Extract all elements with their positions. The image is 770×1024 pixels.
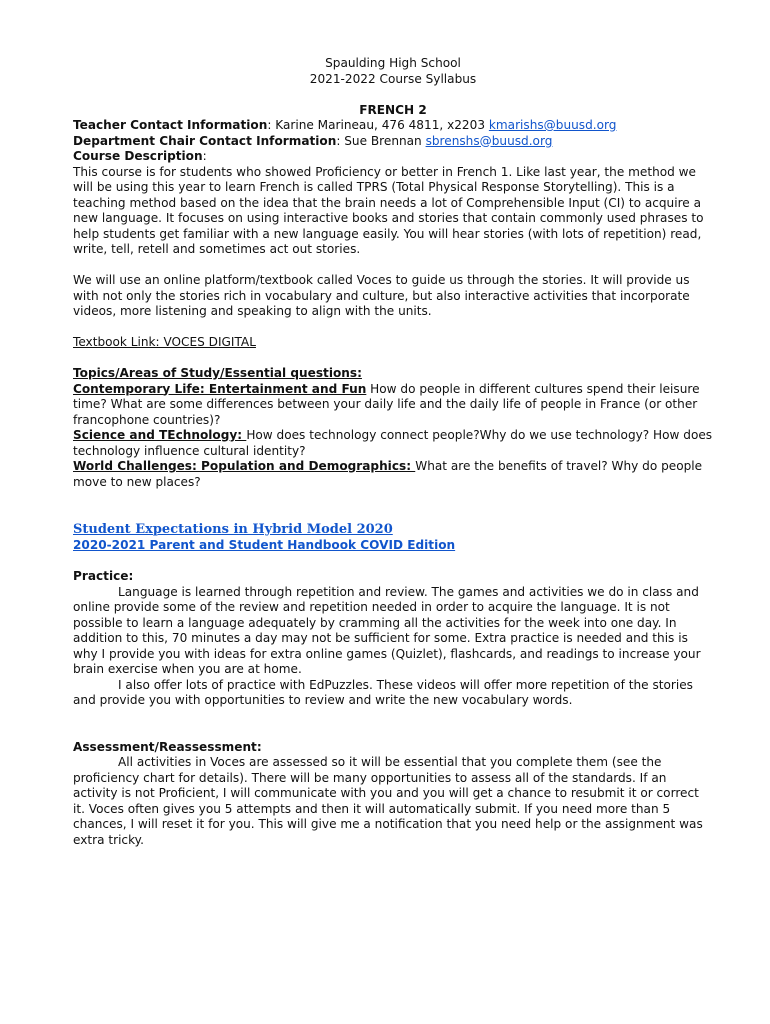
topic-3 — [73, 459, 713, 490]
assessment-heading: Assessment/Reassessment: — [73, 739, 262, 754]
topic-1 — [73, 382, 713, 429]
chair-email-link[interactable]: sbrenshs@buusd.org — [425, 133, 553, 148]
syllabus-title: 2021-2022 Course Syllabus — [309, 71, 477, 86]
school-name: Spaulding High School — [325, 56, 461, 70]
course-title: FRENCH 2 — [359, 102, 427, 117]
topic-2-label: Science and TEchnology: — [73, 428, 247, 442]
assessment-paragraph-1: All activities in Voces are assessed so it will be essential that you complete them (see the proficiency chart for details). There will be many opportunities to assess all of the standards. If an activity is not Proficient, I will communicate with you and you will get a chance to resubmit it or correct it. Voces often gives you 5 attempts and then it will automatically submit. If you need more than 5 chances, I will reset it for you. This will give me a notification that you need help or the assignment was extra tricky. — [73, 755, 703, 847]
teacher-contact-label: Teacher Contact Information — [73, 118, 268, 132]
course-description-heading — [73, 149, 713, 165]
handbook-link-line — [73, 538, 713, 554]
hybrid-model-link-line — [73, 521, 713, 538]
chair-contact-value: : Sue Brennan — [336, 133, 426, 148]
practice-paragraph-1: Language is learned through repetition and review. The games and activities we do in class and online provide some of the review and repetition needed in order to acquire the language. It is not possible to learn a language adequately by cramming all the activities for the week into one day. In addition to this, 70 minutes a day may not be sufficient for some. Extra practice is needed and this is why I provide you with ideas for extra online games (Quizlet), flashcards, and readings to increase your brain exercise when you are at home. — [73, 584, 701, 676]
topic-2 — [73, 428, 713, 459]
teacher-contact — [73, 118, 713, 134]
textbook-link[interactable]: Textbook Link: VOCES DIGITAL — [73, 335, 256, 349]
topic-1-text: How do people in different cultures spend their leisure time? What are some differences between your daily life and the daily life of people in France (or other francophone countries)? — [73, 381, 700, 427]
course-description-label: Course Description — [73, 149, 203, 163]
hybrid-model-link[interactable]: Student Expectations in Hybrid Model 2020 — [73, 522, 393, 537]
description-paragraph-1: This course is for students who showed Proficiency or better in French 1. Like last year, the method we will be using this year to learn French is called TPRS (Total Physical Response Storytelling). This is a teaching method based on the idea that the brain needs a lot of Comprehensible Input (CI) to acquire a new language. It focuses on using interactive books and stories that contain commonly used phrases to help students get familiar with a new language easily. You will hear stories (with lots of repetition) read, write, tell, retell and sometimes act out stories. — [73, 164, 704, 256]
chair-contact — [73, 134, 713, 150]
course-description-colon: : — [202, 149, 207, 163]
topics-heading: Topics/Areas of Study/Essential questions: — [73, 366, 362, 380]
topic-1-label: Contemporary Life: Entertainment and Fun — [73, 381, 367, 396]
teacher-contact-value: : Karine Marineau, 476 4811, x2203 — [267, 118, 489, 132]
chair-contact-label: Department Chair Contact Information — [73, 133, 337, 148]
topic-2-text: How does technology connect people?Why do we use technology? How does technology influence cultural identity? — [73, 428, 713, 458]
syllabus-page — [73, 56, 713, 848]
practice-paragraph-2: I also offer lots of practice with EdPuzzles. These videos will offer more repetition of the stories and provide you with opportunities to review and write the new vocabulary words. — [73, 677, 693, 707]
practice-heading: Practice: — [73, 569, 134, 583]
topic-3-text: What are the benefits of travel? Why do people move to new places? — [73, 459, 703, 489]
handbook-link[interactable]: 2020-2021 Parent and Student Handbook COVID Edition — [73, 538, 456, 552]
teacher-email-link[interactable]: kmarishs@buusd.org — [488, 118, 617, 132]
description-paragraph-2: We will use an online platform/textbook called Voces to guide us through the stories. It will provide us with not only the stories rich in vocabulary and culture, but also interactive activities that incorporate videos, more listening and speaking to align with the units. — [73, 273, 690, 318]
topic-3-label: World Challenges: Population and Demographics: — [73, 459, 416, 473]
